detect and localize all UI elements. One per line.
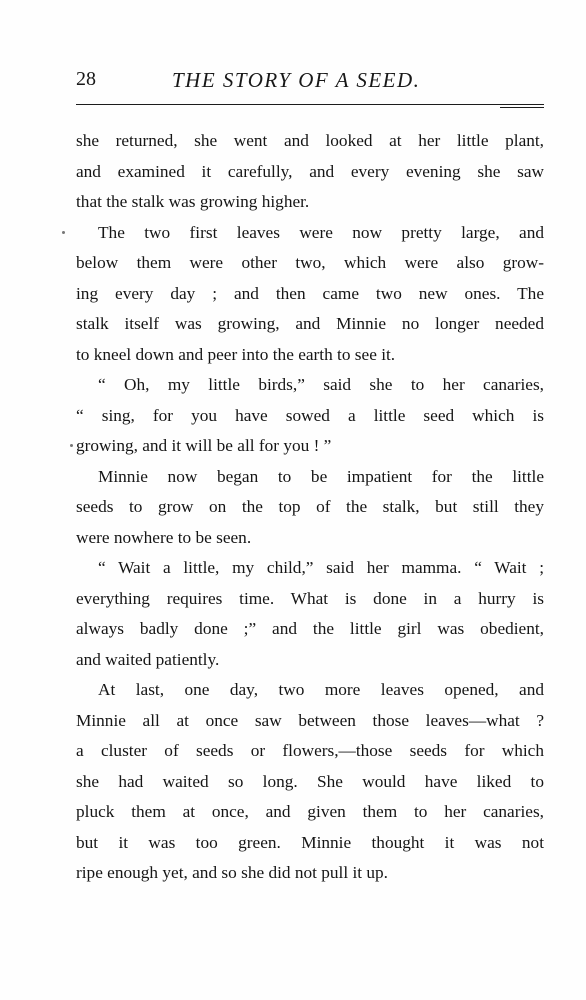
paragraph [76, 218, 544, 371]
text-line: and waited patiently. [76, 649, 220, 669]
text-line: “ Oh, my little birds,” said she to her canaries, [98, 375, 544, 394]
text-line: that the stalk was growing higher. [76, 192, 310, 211]
text-line: below them were other two, which were also grow- [76, 253, 544, 272]
text-line: “ sing, for you have sowed a little seed which is [76, 405, 544, 425]
paragraph [76, 675, 544, 889]
text-line: but it was too green. Minnie thought it was not [76, 832, 544, 852]
paragraph [76, 553, 544, 675]
text-line: and examined it carefully, and every evening she saw [76, 161, 544, 181]
paragraph [76, 370, 544, 462]
text-line: pluck them at once, and given them to her canaries, [76, 802, 544, 821]
text-line: seeds to grow on the top of the stalk, but still they [76, 497, 544, 516]
paragraph [76, 462, 544, 554]
print-speck [70, 444, 73, 447]
text-line: The two first leaves were now pretty large, and [98, 222, 544, 242]
paragraph [76, 126, 544, 218]
body-text [76, 126, 544, 889]
text-line: to kneel down and peer into the earth to see it. [76, 344, 396, 364]
header-rule [76, 104, 544, 105]
text-line: she returned, she went and looked at her little plant, [76, 131, 544, 150]
text-line: everything requires time. What is done in a hurry is [76, 588, 544, 608]
text-line: she had waited so long. She would have liked to [76, 771, 544, 791]
text-line: were nowhere to be seen. [76, 527, 252, 547]
text-line: a cluster of seeds or flowers,—those seeds for which [76, 741, 544, 760]
text-line: “ Wait a little, my child,” said her mamma. “ Wait ; [98, 558, 544, 577]
page-header [76, 66, 544, 96]
text-line: stalk itself was growing, and Minnie no longer needed [76, 314, 544, 333]
text-line: growing, and it will be all for you ! ” [76, 436, 332, 455]
text-line: Minnie all at once saw between those leaves—what ? [76, 710, 544, 730]
text-line: ripe enough yet, and so she did not pull it up. [76, 863, 388, 882]
text-line: Minnie now began to be impatient for the little [98, 466, 544, 486]
header-rule-double [500, 107, 544, 108]
print-speck [62, 231, 65, 234]
text-line: always badly done ;” and the little girl was obedient, [76, 619, 544, 638]
text-line: At last, one day, two more leaves opened, and [98, 680, 544, 699]
running-title: THE STORY OF A SEED. [172, 68, 421, 92]
page-number: 28 [76, 68, 96, 90]
text-line: ing every day ; and then came two new ones. The [76, 283, 544, 303]
